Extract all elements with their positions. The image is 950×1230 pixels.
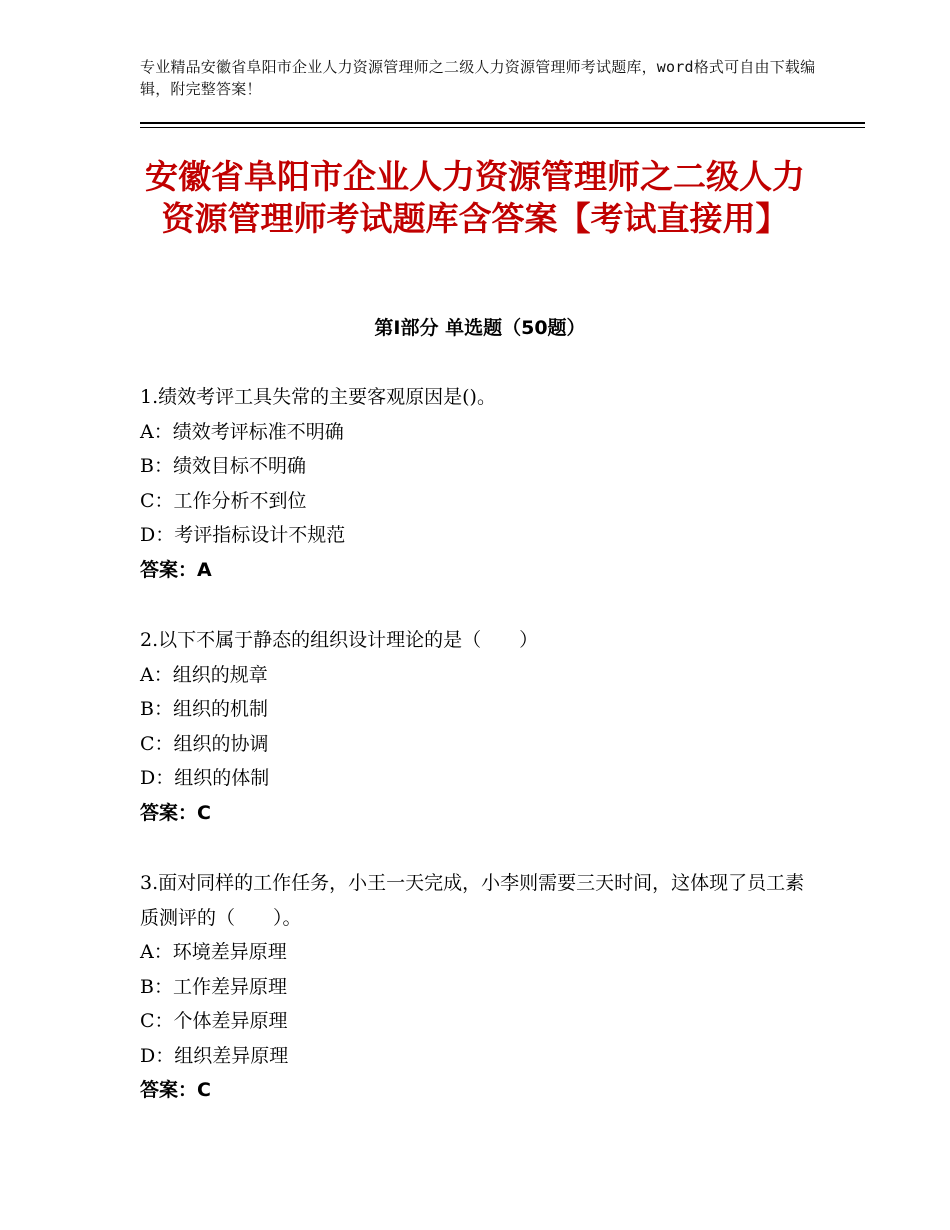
option-b: B：绩效目标不明确 (140, 455, 306, 477)
option-c: C：工作分析不到位 (140, 489, 307, 512)
header-rule-thick (140, 122, 865, 124)
header-rule-thin (140, 127, 865, 128)
question-2 (140, 623, 820, 830)
question-stem: 2.以下不属于静态的组织设计理论的是（ ） (140, 629, 539, 651)
option-d: D：组织的体制 (140, 767, 270, 789)
option-c: C：组织的协调 (140, 732, 269, 755)
answer-line: 答案：A (140, 558, 212, 581)
option-b: B：工作差异原理 (140, 975, 287, 998)
question-3 (140, 866, 820, 1108)
question-stem: 3.面对同样的工作任务，小王一天完成，小李则需要三天时间，这体现了员工素质测评的（ ）。 (140, 872, 805, 929)
section-title: 第Ⅰ部分 单选题（50题） (374, 317, 586, 339)
document-title: 安徽省阜阳市企业人力资源管理师之二级人力资源管理师考试题库含答案【考试直接用】 (145, 157, 805, 238)
option-a: A：环境差异原理 (140, 941, 287, 963)
answer-line: 答案：C (140, 801, 211, 824)
option-a: A：组织的规章 (140, 663, 268, 686)
question-1 (140, 380, 820, 587)
option-d: D：考评指标设计不规范 (140, 524, 346, 546)
question-list (140, 380, 820, 1144)
question-stem: 1.绩效考评工具失常的主要客观原因是()。 (140, 386, 496, 408)
option-a: A：绩效考评标准不明确 (140, 420, 344, 443)
option-b: B：组织的机制 (140, 698, 268, 720)
answer-line: 答案：C (140, 1079, 211, 1101)
option-d: D：组织差异原理 (140, 1044, 289, 1067)
option-c: C：个体差异原理 (140, 1010, 288, 1032)
header-note: 专业精品安徽省阜阳市企业人力资源管理师之二级人力资源管理师考试题库，word格式可自由下载编辑，附完整答案！ (140, 58, 816, 98)
